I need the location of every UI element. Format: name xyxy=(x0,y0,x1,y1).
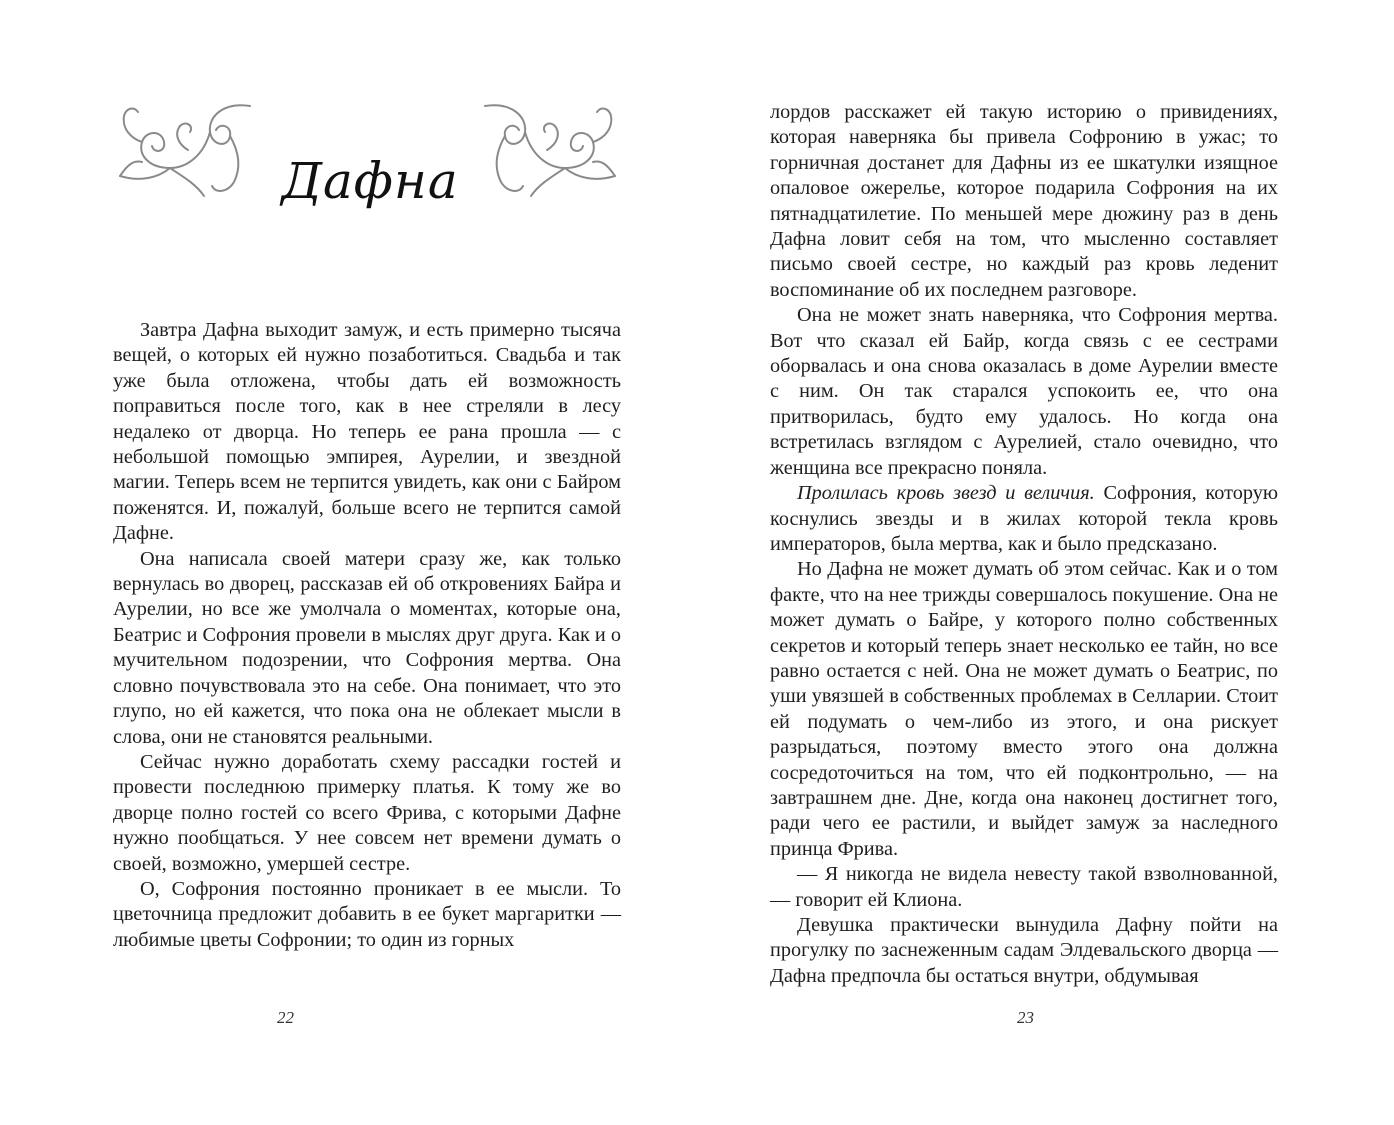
paragraph: Она написала своей матери сразу же, как только вернулась во дворец, рассказав ей об откровениях Байра и Аурелии, но все же умолчала о моментах, которые она, Беатрис и Софрония провели в мыслях друг друга. Как и о мучительном подозрении, что Софрония мертва. Она словно почувствовала это на себе. Она понимает, что это глупо, но ей кажется, что пока она не облекает мысли в слова, они не становятся реальными. xyxy=(113,547,621,748)
paragraph: Завтра Дафна выходит замуж, и есть примерно тысяча вещей, о которых ей нужно позаботиться. Свадьба и так уже была отложена, чтобы дать ей возможность поправиться после того, как в нее стреляли в лесу недалеко от дворца. Но теперь ее рана прошла — с небольшой помощью эмпирея, Аурелии, и звездной магии. Теперь всем не терпится увидеть, как они с Байром поженятся. И, пожалуй, больше всего не терпится самой Дафне. xyxy=(113,319,621,545)
page-number-right: 23 xyxy=(1017,1008,1034,1027)
right-page-body xyxy=(770,100,1278,989)
paragraph: Сейчас нужно доработать схему рассадки гостей и провести последнюю примерку платья. К тому же во дворце полно гостей со всего Фрива, с которыми Дафне нужно пообщаться. У нее совсем нет времени думать о своей, возможно, умершей сестре. xyxy=(113,750,621,875)
dialogue-paragraph: — Я никогда не видела невесту такой взволнованной, — говорит ей Клиона. xyxy=(770,863,1278,911)
italic-prophecy-text: Пролилась кровь звезд и величия. xyxy=(797,482,1095,505)
paragraph: Девушка практически вынудила Дафну пойти на прогулку по заснеженным садам Элдевальского дворца — Дафна предпочла бы остаться внутри, обдумывая xyxy=(770,914,1278,987)
paragraph: О, Софрония постоянно проникает в ее мысли. То цветочница предложит добавить в ее букет маргаритки — любимые цветы Софронии; то один из горных xyxy=(113,877,621,951)
paragraph-text: Софрония, которую коснулись звезды и в жилах которой текла кровь императоров, была мертва, как и было предсказано. xyxy=(770,482,1279,555)
left-page-body xyxy=(113,318,621,953)
right-page xyxy=(697,0,1394,1125)
continued-paragraph: лордов расскажет ей такую историю о привидениях, которая наверняка бы привела Софронию в ужас; то горничная достанет для Дафны из ее шкатулки изящное опаловое ожерелье, которое подарила Софрония на их пятнадцатилетие. По меньшей мере дюжину раз в день Дафна ловит себя на том, что мысленно составляет письмо своей сестре, но каждый раз кровь леденит воспоминание об их последнем разговоре. xyxy=(770,101,1278,301)
paragraph xyxy=(770,481,1278,557)
chapter-title: Дафна xyxy=(281,152,459,210)
page-number-left: 22 xyxy=(277,1008,294,1027)
paragraph: Она не может знать наверняка, что Софрония мертва. Вот что сказал ей Байр, когда связь с ее сестрами оборвалась и она снова оказалась в доме Аурелии вместе с ним. Он так старался успокоить ее, что она притворилась, будто ему удалось. Но когда она встретилась взглядом с Аурелией, стало очевидно, что женщина все прекрасно поняла. xyxy=(770,304,1278,479)
paragraph: Но Дафна не может думать об этом сейчас. Как и о том факте, что на нее трижды совершалось покушение. Она не может думать о Байре, у которого полно собственных секретов и который теперь знает несколько ее тайн, но все равно остается с ней. Она не может думать о Беатрис, по уши увязшей в собственных проблемах в Селларии. Стоит ей подумать о чем-либо из этого, и она рискует разрыдаться, поэтому вместо этого она должна сосредоточиться на том, что ей подконтрольно, — на завтрашнем дне. Дне, когда она наконец достигнет того, ради чего ее растили, и выйдет замуж за наследного принца Фрива. xyxy=(770,558,1278,860)
